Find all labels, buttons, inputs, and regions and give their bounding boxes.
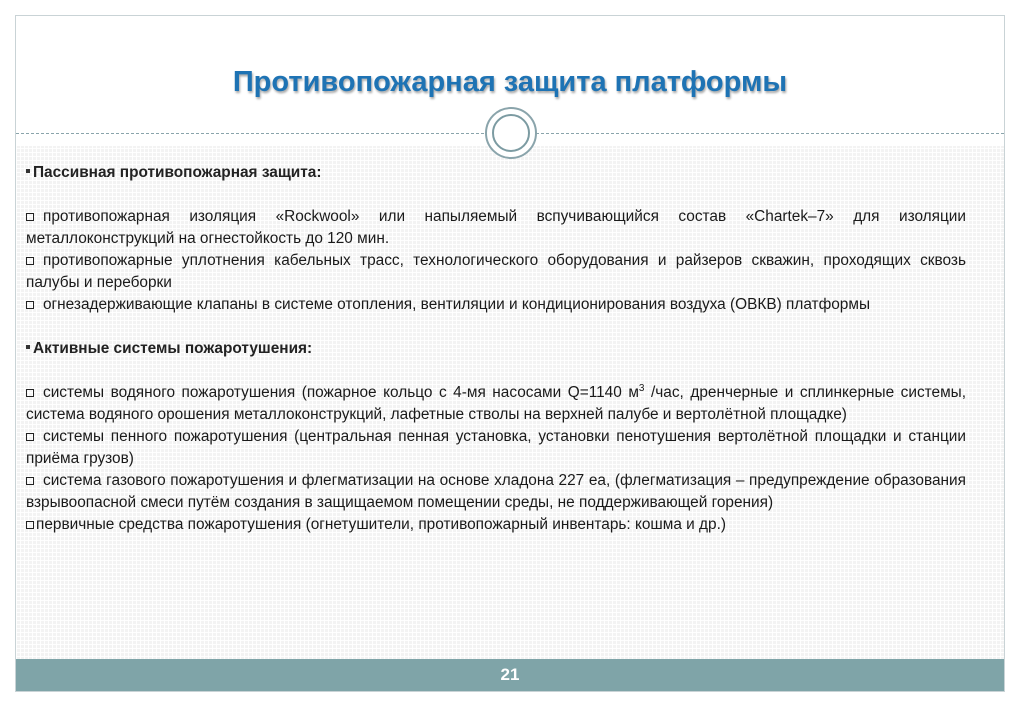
list-item <box>26 470 966 514</box>
content-area <box>26 162 966 536</box>
list-item <box>26 382 966 426</box>
list-item-text: огнезадерживающие клапаны в системе отопления, вентиляции и кондиционирования воздуха (ОВКВ) платформы <box>43 296 871 313</box>
list-item-text: система газового пожаротушения и флегматизации на основе хладона 227 еа, (флегматизация – предупреждение образования взрывоопасной смеси путём создания в защищаемом помещении среды, не поддерживающей горения) <box>26 472 966 511</box>
active-heading-text: Активные системы пожаротушения: <box>33 340 313 357</box>
footer-bar <box>16 659 1004 691</box>
list-item-text: противопожарные уплотнения кабельных трасс, технологического оборудования и райзеров скважин, проходящих сквозь палубы и переборки <box>26 252 966 291</box>
list-item <box>26 514 966 536</box>
list-item-text: первичные средства пожаротушения (огнетушители, противопожарный инвентарь: кошма и др.) <box>36 516 726 533</box>
square-bullet-icon <box>26 169 30 173</box>
active-heading <box>26 338 966 360</box>
list-item-text: системы водяного пожаротушения (пожарное кольцо с 4-мя насосами Q=1140 м <box>43 384 639 401</box>
checkbox-bullet-icon <box>26 477 34 485</box>
square-bullet-icon <box>26 345 30 349</box>
list-item <box>26 294 966 316</box>
passive-heading-text: Пассивная противопожарная защита: <box>33 164 322 181</box>
list-item <box>26 206 966 250</box>
page-number: 21 <box>500 665 520 684</box>
checkbox-bullet-icon <box>26 521 34 529</box>
checkbox-bullet-icon <box>26 257 34 265</box>
list-item-text-cont: /час, дренчерные и сплинкерные системы, система водяного орошения металлоконструкций, лафетные стволы на верхней палубе и вертолётной площадке) <box>26 384 966 423</box>
checkbox-bullet-icon <box>26 433 34 441</box>
list-item-text: противопожарная изоляция «Rockwool» или напыляемый вспучивающийся состав «Chartek–7» для изоляции металлоконструкций на огнестойкость до 120 мин. <box>26 208 966 247</box>
list-item-text: системы пенного пожаротушения (центральная пенная установка, установки пенотушения вертолётной площадки и станции приёма грузов) <box>26 428 966 467</box>
page-title: Противопожарная защита платформы <box>232 66 788 98</box>
list-item <box>26 426 966 470</box>
checkbox-bullet-icon <box>26 213 34 221</box>
superscript: 3 <box>638 382 645 394</box>
checkbox-bullet-icon <box>26 389 34 397</box>
ring-ornament-icon <box>485 107 537 159</box>
list-item <box>26 250 966 294</box>
passive-heading <box>26 162 966 184</box>
checkbox-bullet-icon <box>26 301 34 309</box>
